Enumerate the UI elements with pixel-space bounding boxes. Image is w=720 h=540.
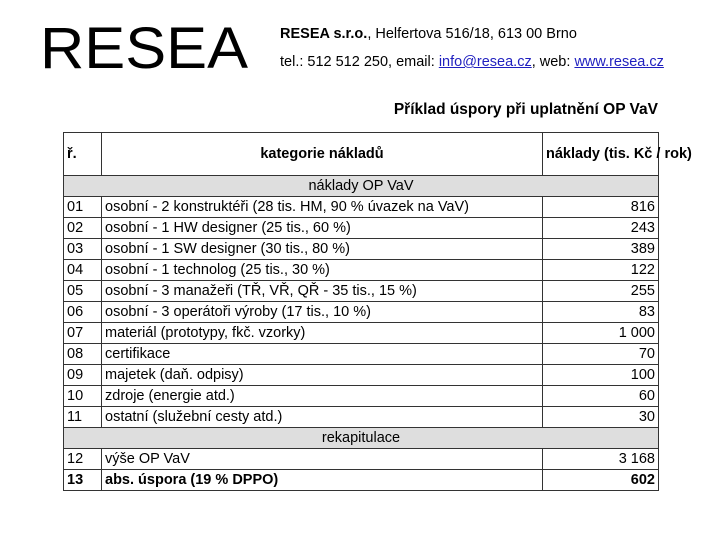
row-label: majetek (daň. odpisy) <box>102 365 543 386</box>
resea-logo <box>40 16 250 81</box>
row-value: 602 <box>543 470 659 491</box>
row-label: materiál (prototypy, fkč. vzorky) <box>102 323 543 344</box>
company-address: , Helfertova 516/18, 613 00 Brno <box>367 26 577 42</box>
phone-text: tel.: 512 512 250, email: <box>280 54 439 70</box>
row-value: 60 <box>543 386 659 407</box>
row-number: 13 <box>64 470 102 491</box>
table-row <box>64 302 659 323</box>
web-label: , web: <box>531 54 575 70</box>
cost-table <box>63 132 692 491</box>
table-row <box>64 281 659 302</box>
row-value: 100 <box>543 365 659 386</box>
section-label: náklady OP VaV <box>64 176 659 197</box>
row-number: 12 <box>64 449 102 470</box>
row-label: výše OP VaV <box>102 449 543 470</box>
row-number: 05 <box>64 281 102 302</box>
header-value: náklady (tis. Kč / rok) <box>543 133 659 176</box>
web-link[interactable]: www.resea.cz <box>574 54 664 70</box>
row-label: abs. úspora (19 % DPPO) <box>102 470 543 491</box>
section-summary <box>64 428 659 449</box>
table-row <box>64 449 659 470</box>
table-row <box>64 323 659 344</box>
row-value: 816 <box>543 197 659 218</box>
table-row <box>64 344 659 365</box>
row-value: 122 <box>543 260 659 281</box>
row-number: 11 <box>64 407 102 428</box>
table-header-row <box>64 133 659 176</box>
row-value: 70 <box>543 344 659 365</box>
row-number: 09 <box>64 365 102 386</box>
row-label: osobní - 3 manažeři (TŘ, VŘ, QŘ - 35 tis., 15 %) <box>102 281 543 302</box>
email-link[interactable]: info@resea.cz <box>438 54 532 70</box>
table-row <box>64 197 659 218</box>
row-number: 07 <box>64 323 102 344</box>
row-value: 30 <box>543 407 659 428</box>
row-value: 83 <box>543 302 659 323</box>
row-label: osobní - 2 konstruktéři (28 tis. HM, 90 % úvazek na VaV) <box>102 197 543 218</box>
header-num: ř. <box>64 133 102 176</box>
section-label: rekapitulace <box>64 428 659 449</box>
table-row <box>64 365 659 386</box>
page-title: Příklad úspory při uplatnění OP VaV <box>393 101 658 118</box>
row-value: 3 168 <box>543 449 659 470</box>
row-number: 08 <box>64 344 102 365</box>
row-label: certifikace <box>102 344 543 365</box>
table-row <box>64 470 659 491</box>
section-costs <box>64 176 659 197</box>
table-row <box>64 260 659 281</box>
row-label: zdroje (energie atd.) <box>102 386 543 407</box>
row-number: 04 <box>64 260 102 281</box>
row-value: 243 <box>543 218 659 239</box>
row-label: ostatní (služební cesty atd.) <box>102 407 543 428</box>
header-category: kategorie nákladů <box>102 133 543 176</box>
row-number: 03 <box>64 239 102 260</box>
row-number: 01 <box>64 197 102 218</box>
company-line <box>280 26 577 42</box>
row-value: 255 <box>543 281 659 302</box>
row-number: 02 <box>64 218 102 239</box>
row-number: 06 <box>64 302 102 323</box>
row-label: osobní - 3 operátoři výroby (17 tis., 10 %) <box>102 302 543 323</box>
row-label: osobní - 1 SW designer (30 tis., 80 %) <box>102 239 543 260</box>
row-label: osobní - 1 HW designer (25 tis., 60 %) <box>102 218 543 239</box>
row-label: osobní - 1 technolog (25 tis., 30 %) <box>102 260 543 281</box>
table-row <box>64 386 659 407</box>
logo-text: RESEA <box>40 16 249 81</box>
contact-line <box>280 54 664 70</box>
company-name: RESEA s.r.o. <box>280 26 368 42</box>
row-number: 10 <box>64 386 102 407</box>
table-row <box>64 407 659 428</box>
row-value: 389 <box>543 239 659 260</box>
table-row <box>64 239 659 260</box>
row-value: 1 000 <box>543 323 659 344</box>
table-row <box>64 218 659 239</box>
